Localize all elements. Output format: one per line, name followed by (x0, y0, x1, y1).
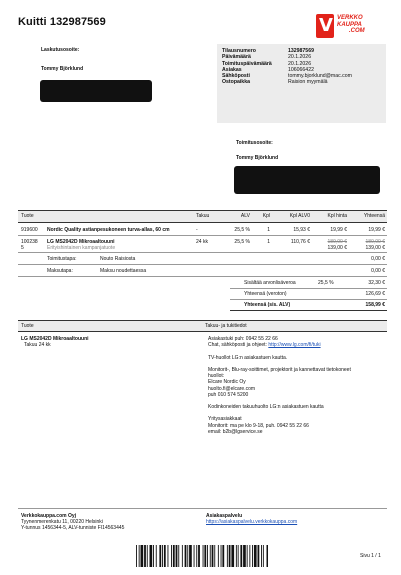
payment-total: 0,00 € (371, 268, 385, 274)
support-line-text: email: b2b@lgservice.se (208, 428, 263, 435)
order-info-table (220, 48, 354, 86)
footer-service-label: Asiakaspalvelu (206, 513, 243, 519)
billing-name: Tommy Björklund (41, 66, 84, 72)
support-line (208, 429, 388, 435)
col-unit-price: Kpl hinta (327, 213, 347, 219)
row-warranty: - (196, 227, 198, 233)
support-line-text: Asiakastuki puh: 0942 55 22 66 (208, 336, 278, 342)
vat-amount: 32,30 € (368, 280, 385, 286)
delivery-total: 0,00 € (371, 256, 385, 262)
support-line-text: Monitorit: ma pe klo 9-18, puh. 0942 55 22 66 (208, 422, 309, 429)
lg-support-link[interactable]: http://www.lg.com/fi/tuki (268, 342, 321, 349)
row-vat: 25,5 % (234, 239, 250, 245)
col-vat: ALV (240, 213, 250, 219)
order-info-value: 106066422 (288, 66, 314, 73)
row-old-total: 189,00 € (365, 239, 385, 245)
logo-word-2: KAUPPA (337, 21, 362, 28)
row-name: Nordic Quality astianpesukoneen turva-allas, 60 cm (47, 227, 170, 233)
logo-word-3: .COM (349, 28, 365, 34)
row-old-unit-price: 189,00 € (327, 239, 347, 245)
customer-service-link[interactable]: https://asiakaspalvelu.verkkokauppa.com (206, 519, 298, 525)
support-line-text: Yritysasiakkaat (208, 416, 242, 423)
support-line-text: Kodinkoneiden takuuhuolto LG:n asiakastuen kautta (208, 404, 324, 411)
row-unit-price: 139,00 € (327, 245, 347, 251)
support-warranty: Takuu 24 kk (24, 342, 51, 348)
order-info-value: 132987569 (288, 48, 314, 54)
support-line-text: Elcare Nordic Oy (208, 379, 246, 386)
order-info-key: Asiakas (222, 66, 242, 73)
row-vat: 25,5 % (234, 227, 250, 233)
row-name: LG MS2042D Mikroaaltouuni (47, 239, 115, 245)
total-net-value: 126,69 € (365, 291, 385, 297)
order-info-value: Raision myymälä (288, 79, 328, 86)
vat-included-label: Sisältää arvonlisäveroa (244, 280, 296, 286)
col-product: Tuote (21, 213, 34, 219)
billing-address-redaction (40, 80, 152, 102)
row-unit-net: 110,76 € (290, 239, 310, 245)
row-total: 19,99 € (368, 227, 385, 233)
order-info-key: Toimituspäivämäärä (222, 60, 272, 67)
order-info-box (217, 44, 386, 123)
payment-label: Maksutapa: (47, 268, 73, 274)
footer-address: Tyynenmerenkatu 11, 00220 Helsinki (21, 519, 103, 525)
col-unit-net: Kpl ALV0 (289, 213, 310, 219)
total-net-label: Yhteensä (veroton) (244, 291, 287, 297)
support-product: LG MS2042D Mikroaaltouuni (21, 336, 89, 342)
order-info-key: Sähköposti (222, 73, 250, 80)
order-info-key: Ostopaikka (222, 79, 250, 86)
vat-rate: 25,5 % (318, 280, 334, 286)
support-line-text: puh 010 574 5200 (208, 391, 249, 398)
row-unit-net: 15,93 € (293, 227, 310, 233)
col-warranty: Takuu (196, 213, 210, 219)
row-total: 139,00 € (365, 245, 385, 251)
row-qty: 1 (267, 227, 270, 233)
support-line-text: Chat, sähköposti ja ohjeet: (208, 342, 267, 349)
support-line-text: huolto.fi@elcare.com (208, 385, 256, 392)
support-col-product: Tuote (21, 323, 34, 329)
payment-value: Maksu noudettaessa (100, 268, 147, 274)
support-line-text: Monitorit-, Blu-ray-soittimet, projektorit ja kannettavat tietokoneet (208, 366, 351, 373)
verkkokauppa-logo (316, 14, 386, 40)
order-info-value: 20.1.2026 (288, 60, 312, 67)
row-code: 100238 (21, 239, 38, 245)
order-info-key: Tilausnumero (222, 48, 256, 54)
billing-label: Laskutusosoite: (41, 47, 80, 53)
support-col-info: Takuu- ja tukitiedot (205, 323, 247, 329)
footer-company: Verkkokauppa.com Oyj (21, 513, 77, 519)
page-number: Sivu 1 / 1 (360, 553, 381, 559)
col-total: Yhteensä (363, 213, 385, 219)
delivery-value: Nouto Raisiosta (100, 256, 136, 262)
barcode-icon (136, 545, 268, 567)
order-info-key: Päivämäärä (222, 54, 251, 61)
support-line-text: huollot: (208, 373, 225, 380)
row-qty: 1 (267, 239, 270, 245)
logo-word-1: VERKKO (337, 15, 363, 21)
shipping-address-redaction (234, 166, 380, 194)
shipping-label: Toimitusosoite: (236, 140, 273, 146)
order-info-row (220, 79, 354, 85)
logo-badge-icon: V (316, 14, 334, 38)
support-line-text: TV-huollot LG:n asiakastuen kautta. (208, 354, 288, 361)
support-info-lines (208, 336, 388, 435)
page-title: Kuitti 132987569 (18, 16, 106, 28)
row-unit-price: 19,99 € (330, 227, 347, 233)
order-info-value: tommy.bjorklund@mac.com (288, 73, 352, 80)
row-campaign-note: Erityishintainen kampanjatuote (47, 245, 116, 251)
footer-ids: Y-tunnus 1456344-5, ALV-tunniste FI14563445 (21, 525, 125, 531)
row-warranty: 24 kk (196, 239, 208, 245)
total-gross-label: Yhteensä (sis. ALV) (244, 302, 291, 308)
support-table-header (18, 320, 387, 331)
order-info-value: 20.1.2026 (288, 54, 312, 61)
shipping-name: Tommy Björklund (236, 155, 279, 161)
col-qty: Kpl (262, 213, 270, 219)
total-gross-value: 158,99 € (365, 302, 385, 308)
row-code-cont: 5 (21, 245, 24, 251)
delivery-label: Toimitustapa: (47, 256, 77, 262)
row-code: 919600 (21, 227, 38, 233)
